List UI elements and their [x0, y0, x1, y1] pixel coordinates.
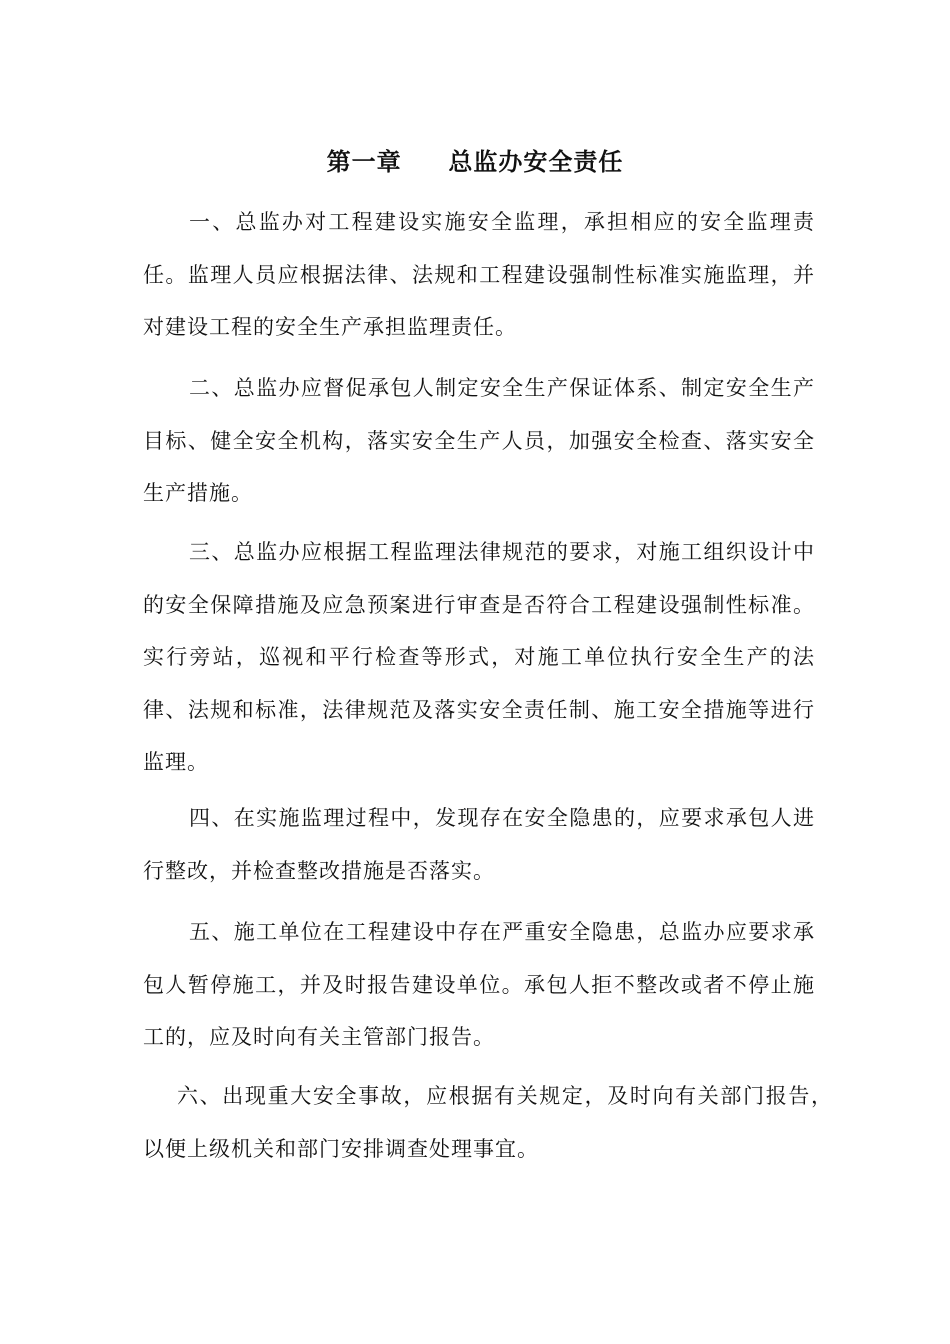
chapter-title: 第一章 总监办安全责任	[326, 148, 624, 176]
paragraph-1: 一、总监办对工程建设实施安全监理，承担相应的安全监理责任。监理人员应根据法律、法规和工程建设强制性标准实施监理，并对建设工程的安全生产承担监理责任。	[143, 210, 815, 339]
paragraph-2: 二、总监办应督促承包人制定安全生产保证体系、制定安全生产目标、健全安全机构，落实安全生产人员，加强安全检查、落实安全生产措施。	[143, 376, 815, 505]
paragraph-5: 五、施工单位在工程建设中存在严重安全隐患，总监办应要求承包人暂停施工，并及时报告建设单位。承包人拒不整改或者不停止施工的，应及时向有关主管部门报告。	[143, 920, 815, 1049]
paragraph-3: 三、总监办应根据工程监理法律规范的要求，对施工组织设计中的安全保障措施及应急预案进行审查是否符合工程建设强制性标准。实行旁站，巡视和平行检查等形式，对施工单位执行安全生产的法律、法规和标准，法律规范及落实安全责任制、施工安全措施等进行监理。	[143, 540, 815, 774]
paragraph-6: 六、出现重大安全事故，应根据有关规定，及时向有关部门报告，以便上级机关和部门安排调查处理事宜。	[143, 1084, 833, 1161]
paragraph-4: 四、在实施监理过程中，发现存在安全隐患的，应要求承包人进行整改，并检查整改措施是否落实。	[143, 806, 815, 883]
